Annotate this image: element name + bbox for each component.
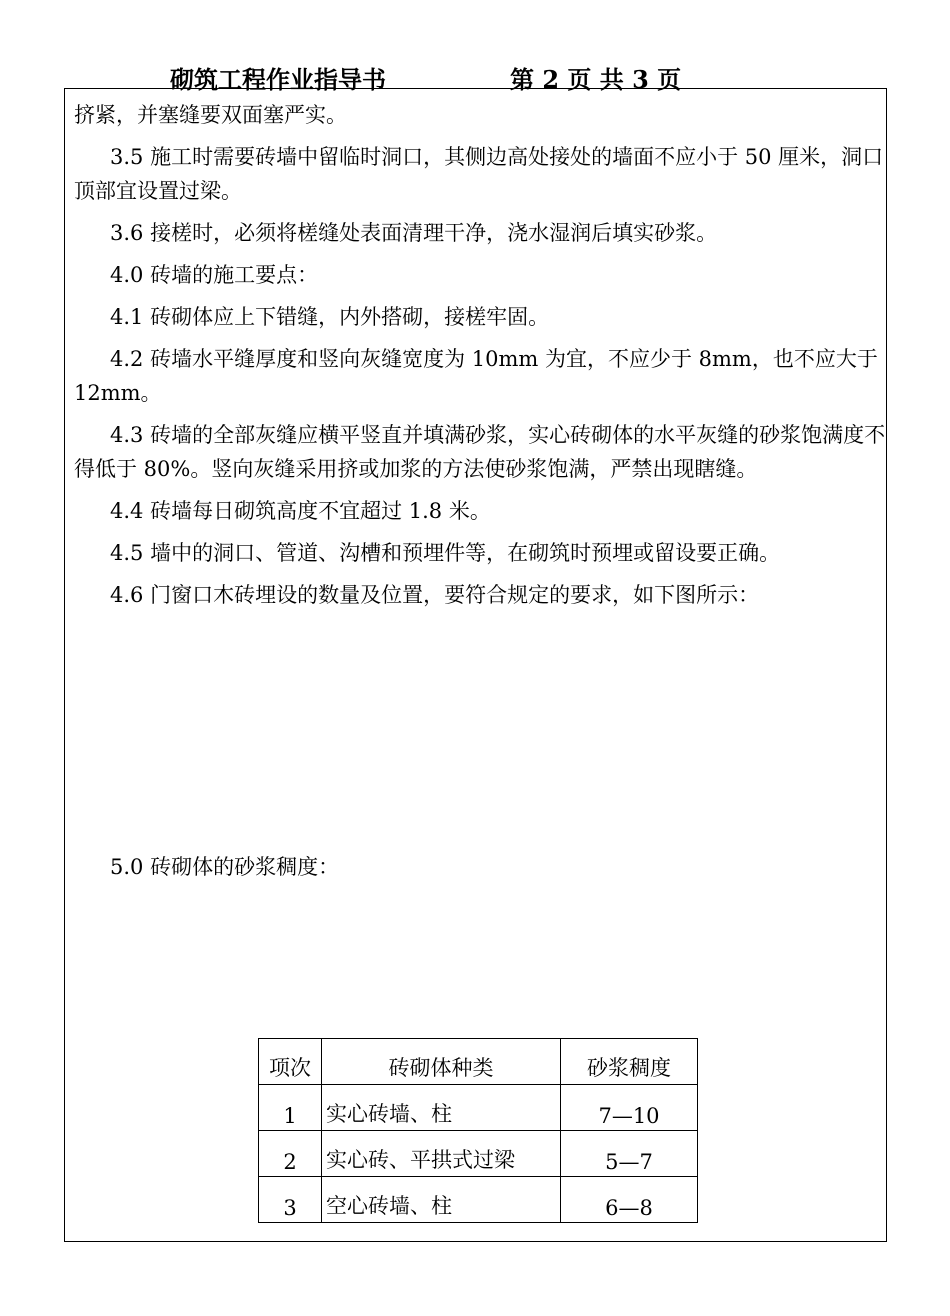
figure-placeholder [74,620,886,850]
table-cell-mortar-consistency: 5—7 [561,1131,698,1177]
paragraph-4-1: 4.1 砖砌体应上下错缝，内外搭砌，接槎牢固。 [110,305,550,329]
table-cell-masonry-type: 实心砖、平拱式过梁 [322,1131,561,1177]
table-header-masonry-type: 砖砌体种类 [322,1039,561,1085]
table-cell-mortar-consistency: 6—8 [561,1177,698,1223]
table-cell-item-no: 2 [259,1131,322,1177]
table-cell-item-no: 3 [259,1177,322,1223]
table-cell-masonry-type: 空心砖墙、柱 [322,1177,561,1223]
paragraph-4-3: 4.3 砖墙的全部灰缝应横平竖直并填满砂浆，实心砖砌体的水平灰缝的砂浆饱满度不得低于 80%。竖向灰缝采用挤或加浆的方法使砂浆饱满，严禁出现瞎缝。 [74,423,886,481]
table-cell-masonry-type: 实心砖墙、柱 [322,1085,561,1131]
document-header [0,58,950,92]
section-heading-5-0: 5.0 砖砌体的砂浆稠度： [110,855,340,879]
document-body [74,98,886,892]
section-heading-4-0: 4.0 砖墙的施工要点： [110,263,319,287]
paragraph-continuation: 挤紧，并塞缝要双面塞严实。 [74,103,347,127]
paragraph-4-6: 4.6 门窗口木砖埋设的数量及位置，要符合规定的要求，如下图所示： [110,583,760,607]
table-header-row [259,1039,698,1085]
table-header-mortar-consistency: 砂浆稠度 [561,1039,698,1085]
paragraph-4-4: 4.4 砖墙每日砌筑高度不宜超过 1.8 米。 [110,499,491,523]
paragraph-3-6: 3.6 接槎时，必须将槎缝处表面清理干净，浇水湿润后填实砂浆。 [110,221,718,245]
table-row [259,1177,698,1223]
table-cell-mortar-consistency: 7—10 [561,1085,698,1131]
document-title: 砌筑工程作业指导书 [170,65,386,94]
paragraph-4-2: 4.2 砖墙水平缝厚度和竖向灰缝宽度为 10mm 为宜，不应少于 8mm，也不应大于 12mm。 [74,347,878,405]
paragraph-3-5: 3.5 施工时需要砖墙中留临时洞口，其侧边高处接处的墙面不应小于 50 厘米，洞口顶部宜设置过梁。 [74,145,884,203]
table-row [259,1085,698,1131]
page-indicator: 第 2 页 共 3 页 [510,65,682,94]
table-cell-item-no: 1 [259,1085,322,1131]
table-header-item-no: 项次 [259,1039,322,1085]
table-row [259,1131,698,1177]
mortar-consistency-table [258,1038,698,1223]
paragraph-4-5: 4.5 墙中的洞口、管道、沟槽和预埋件等，在砌筑时预埋或留设要正确。 [110,541,781,565]
